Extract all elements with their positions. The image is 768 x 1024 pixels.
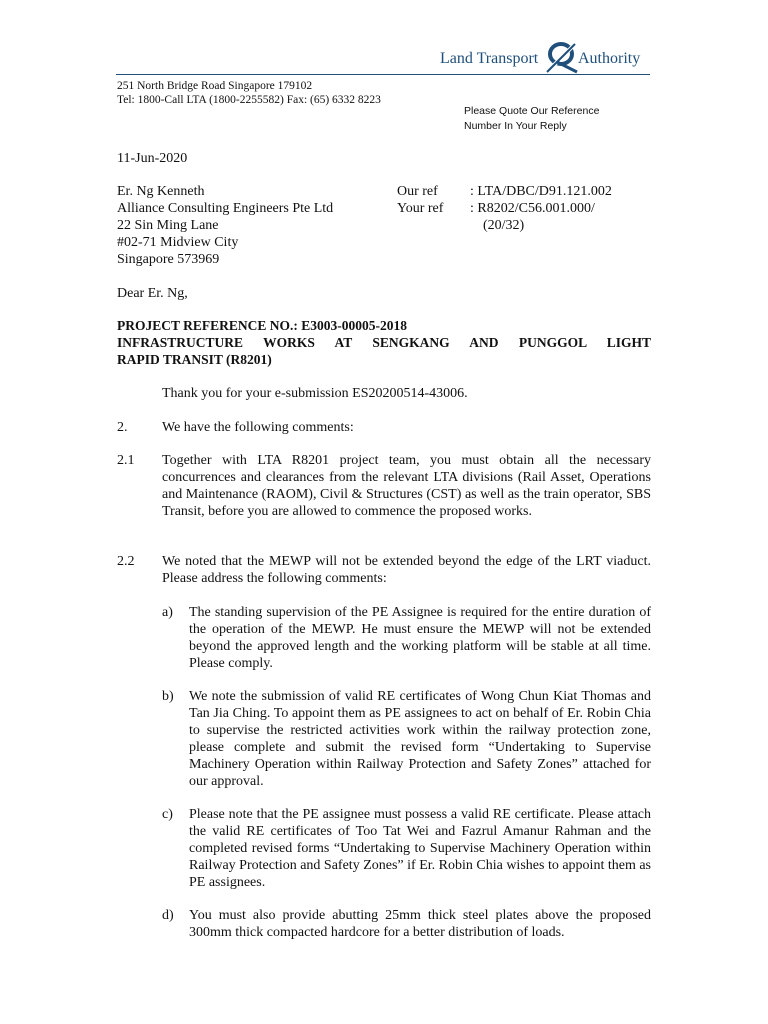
contact-line: Tel: 1800-Call LTA (1800-2255582) Fax: (65) 6332 8223 bbox=[117, 94, 381, 106]
subject-title: INFRASTRUCTURE WORKS AT SENGKANG AND PUNGGOL LIGHT bbox=[117, 335, 651, 350]
your-ref-label: Your ref bbox=[397, 201, 444, 216]
para-number: 2.2 bbox=[117, 554, 135, 569]
para-number: 2.1 bbox=[117, 453, 135, 468]
our-ref-value: : LTA/DBC/D91.121.002 bbox=[470, 184, 612, 199]
lta-emblem-icon bbox=[543, 40, 579, 74]
para-text: We noted that the MEWP will not be extended beyond the edge of the LRT viaduct. Please address the following comments: bbox=[162, 554, 651, 586]
subject-title-cont: RAPID TRANSIT (R8201) bbox=[117, 352, 272, 367]
recipient-unit: #02-71 Midview City bbox=[117, 235, 239, 250]
para-text: Together with LTA R8201 project team, you must obtain all the necessary concurrences and clearances from the relevant LTA divisions (Rail Asset, Operations and Maintenance (RAOM), Civil & Structures (CST) as well as the train operator, SBS Transit, before you are allowed to commence the proposed works. bbox=[162, 453, 651, 519]
list-item-text: The standing supervision of the PE Assignee is required for the entire duration of the operation of the MEWP. He must ensure the MEWP will not be extended beyond the approved length and the working platform will be stable at all time. Please comply. bbox=[189, 605, 651, 671]
quote-reference-note: Please Quote Our Reference bbox=[464, 105, 600, 117]
list-item-label: b) bbox=[162, 689, 174, 704]
para-number: 2. bbox=[117, 420, 128, 435]
recipient-street: 22 Sin Ming Lane bbox=[117, 218, 219, 233]
letter-date: 11-Jun-2020 bbox=[117, 151, 188, 166]
para-text: We have the following comments: bbox=[162, 420, 354, 435]
recipient-company: Alliance Consulting Engineers Pte Ltd bbox=[117, 201, 334, 216]
list-item-label: a) bbox=[162, 605, 173, 620]
subject-block bbox=[117, 317, 651, 368]
list-item-text: Please note that the PE assignee must possess a valid RE certificate. Please attach the valid RE certificates of Too Tat Wei and Fazrul Amanur Rahman and the completed revised forms “Undertaking to Supervise Machinery Operation within Railway Protection and Safety Zones” if Er. Robin Chia wishes to appoint them as PE assignees. bbox=[189, 807, 651, 890]
list-item-label: d) bbox=[162, 908, 174, 923]
quote-reference-note-cont: Number In Your Reply bbox=[464, 120, 567, 132]
our-ref-label: Our ref bbox=[397, 184, 438, 199]
intro-paragraph: Thank you for your e-submission ES20200514-43006. bbox=[162, 386, 468, 401]
lta-logo bbox=[440, 46, 650, 76]
address-line: 251 North Bridge Road Singapore 179102 bbox=[117, 80, 313, 92]
list-item-text: We note the submission of valid RE certificates of Wong Chun Kiat Thomas and Tan Jia Ching. To appoint them as PE assignees to act on behalf of Er. Robin Chia to supervise the restricted activities work within the railway protection zone, please complete and submit the revised form “Undertaking to Supervise Machinery Operation within Railway Protection and Safety Zones” attached for our approval. bbox=[189, 689, 651, 789]
list-item-label: c) bbox=[162, 807, 173, 822]
subject-project-ref: PROJECT REFERENCE NO.: E3003-00005-2018 bbox=[117, 318, 408, 333]
your-ref-value: : R8202/C56.001.000/ bbox=[470, 201, 595, 216]
logo-text-right: Authority bbox=[578, 50, 641, 67]
salutation: Dear Er. Ng, bbox=[117, 286, 188, 301]
letterhead-rule bbox=[116, 74, 650, 75]
logo-text-left: Land Transport bbox=[440, 50, 539, 67]
recipient-city: Singapore 573969 bbox=[117, 252, 220, 267]
recipient-name: Er. Ng Kenneth bbox=[117, 184, 205, 199]
list-item-text: You must also provide abutting 25mm thick steel plates above the proposed 300mm thick compacted hardcore for a better distribution of loads. bbox=[189, 908, 651, 940]
your-ref-value-cont: (20/32) bbox=[483, 218, 525, 233]
